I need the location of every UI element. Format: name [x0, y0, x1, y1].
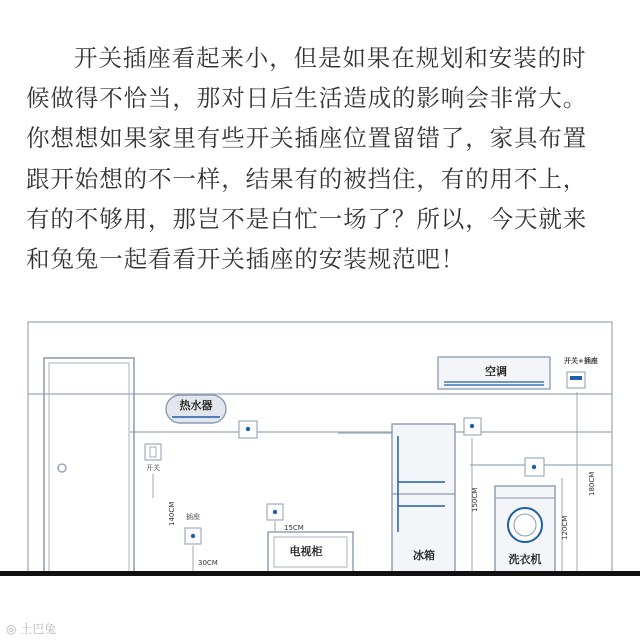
water-heater-label: 热水器 — [179, 399, 213, 412]
socket-label: 插座 — [186, 513, 200, 521]
door — [44, 358, 134, 572]
washing-machine — [495, 486, 555, 572]
fridge-socket — [464, 418, 481, 435]
article-line-4: 跟开始想的不一样，结果有的被挡住，有的用不上， — [26, 164, 588, 193]
dim-120cm: 120CM — [561, 515, 569, 540]
article-line-1: 开关插座看起来小，但是如果在规划和安装的时 — [74, 44, 587, 72]
door-handle — [58, 464, 66, 472]
dim-180cm: 180CM — [588, 471, 596, 496]
switch-label: 开关 — [146, 464, 160, 472]
ac-label: 空调 — [485, 365, 507, 378]
dim-15cm: 15CM — [284, 524, 304, 532]
article-line-2: 候做得不恰当，那对日后生活造成的影响会非常大。 — [26, 84, 588, 113]
floor-line — [0, 571, 640, 576]
tv-socket — [267, 504, 283, 520]
air-conditioner — [438, 357, 550, 389]
article-line-3: 你想想如果家里有些开关插座位置留错了，家具布置 — [26, 124, 588, 153]
switch-socket-panel — [567, 372, 585, 388]
dim-30cm: 30CM — [198, 559, 218, 567]
watermark-logo: ◎ 土巴兔 — [6, 622, 57, 636]
watermark-icon: ◎ — [6, 622, 21, 636]
switch-socket-label: 开关+插座 — [564, 357, 598, 365]
article-body — [26, 38, 616, 279]
article-line-5: 有的不够用，那岂不是白忙一场了？所以，今天就来 — [26, 204, 588, 233]
dim-150cm: 150CM — [471, 487, 479, 512]
water-heater — [166, 395, 226, 423]
door-socket — [185, 528, 201, 544]
washer-label: 洗衣机 — [508, 553, 542, 566]
tv-cabinet-label: 电视柜 — [289, 545, 323, 558]
fridge-label: 冰箱 — [413, 549, 435, 562]
wall-switch — [145, 444, 161, 460]
fridge — [392, 424, 455, 572]
tv-cabinet — [268, 532, 353, 572]
heater-socket — [239, 421, 257, 438]
washer-socket — [525, 458, 544, 476]
article-line-6: 和兔兔一起看看开关插座的安装规范吧！ — [26, 245, 466, 274]
dim-140cm: 140CM — [168, 501, 176, 526]
socket-installation-diagram — [0, 300, 640, 641]
